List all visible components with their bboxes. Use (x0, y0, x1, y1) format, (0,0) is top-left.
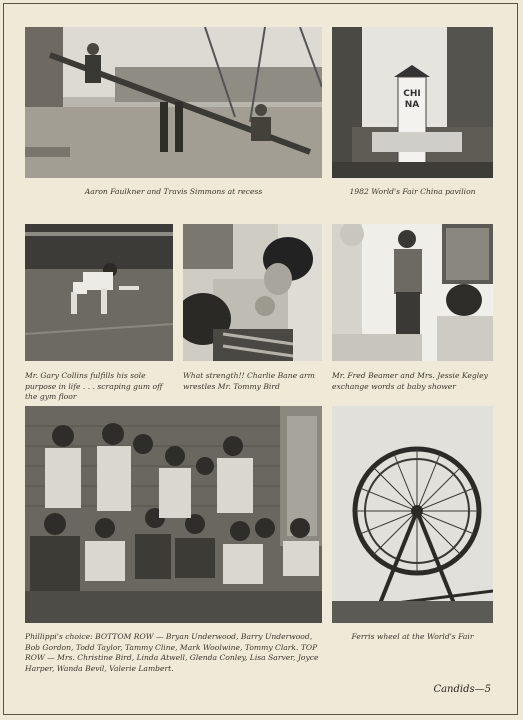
pavilion-sign-text: CHINA (403, 89, 421, 110)
caption-baby-shower: Mr. Fred Beamer and Mrs. Jessie Kegley exchange words at baby shower (332, 371, 488, 391)
caption-group: Phillippi's choice: BOTTOM ROW — Bryan Underwood, Barry Underwood, Bob Gordon, Todd Taylor, Tammy Cline, Mark Woolwine, Tommy Clark. TOP ROW — Mrs. Christine Bird, Linda Atwell, Glenda Conley, Lisa Sarver, Joyce Harper, Wanda Bevil, Valerie Lambert. (25, 632, 319, 673)
photo-china-pavilion (332, 27, 493, 178)
photo-group (25, 406, 322, 623)
page-number: Candids—5 (433, 684, 491, 695)
caption-arm-wrestle: What strength!! Charlie Bane arm wrestles Mr. Tommy Bird (183, 371, 315, 391)
photo-gym-floor (25, 224, 173, 361)
caption-gym-floor: Mr. Gary Collins fulfills his sole purpose in life . . . scraping gum off the gym floor (25, 371, 163, 401)
photo-recess-seesaw (25, 27, 322, 178)
photo-ferris-wheel (332, 406, 493, 623)
caption-recess: Aaron Faulkner and Travis Simmons at recess (84, 187, 263, 196)
photo-baby-shower (332, 224, 493, 361)
caption-ferris-wheel: Ferris wheel at the World's Fair (351, 632, 474, 641)
caption-china-pavilion: 1982 World's Fair China pavilion (349, 187, 476, 196)
photo-arm-wrestle (183, 224, 322, 361)
